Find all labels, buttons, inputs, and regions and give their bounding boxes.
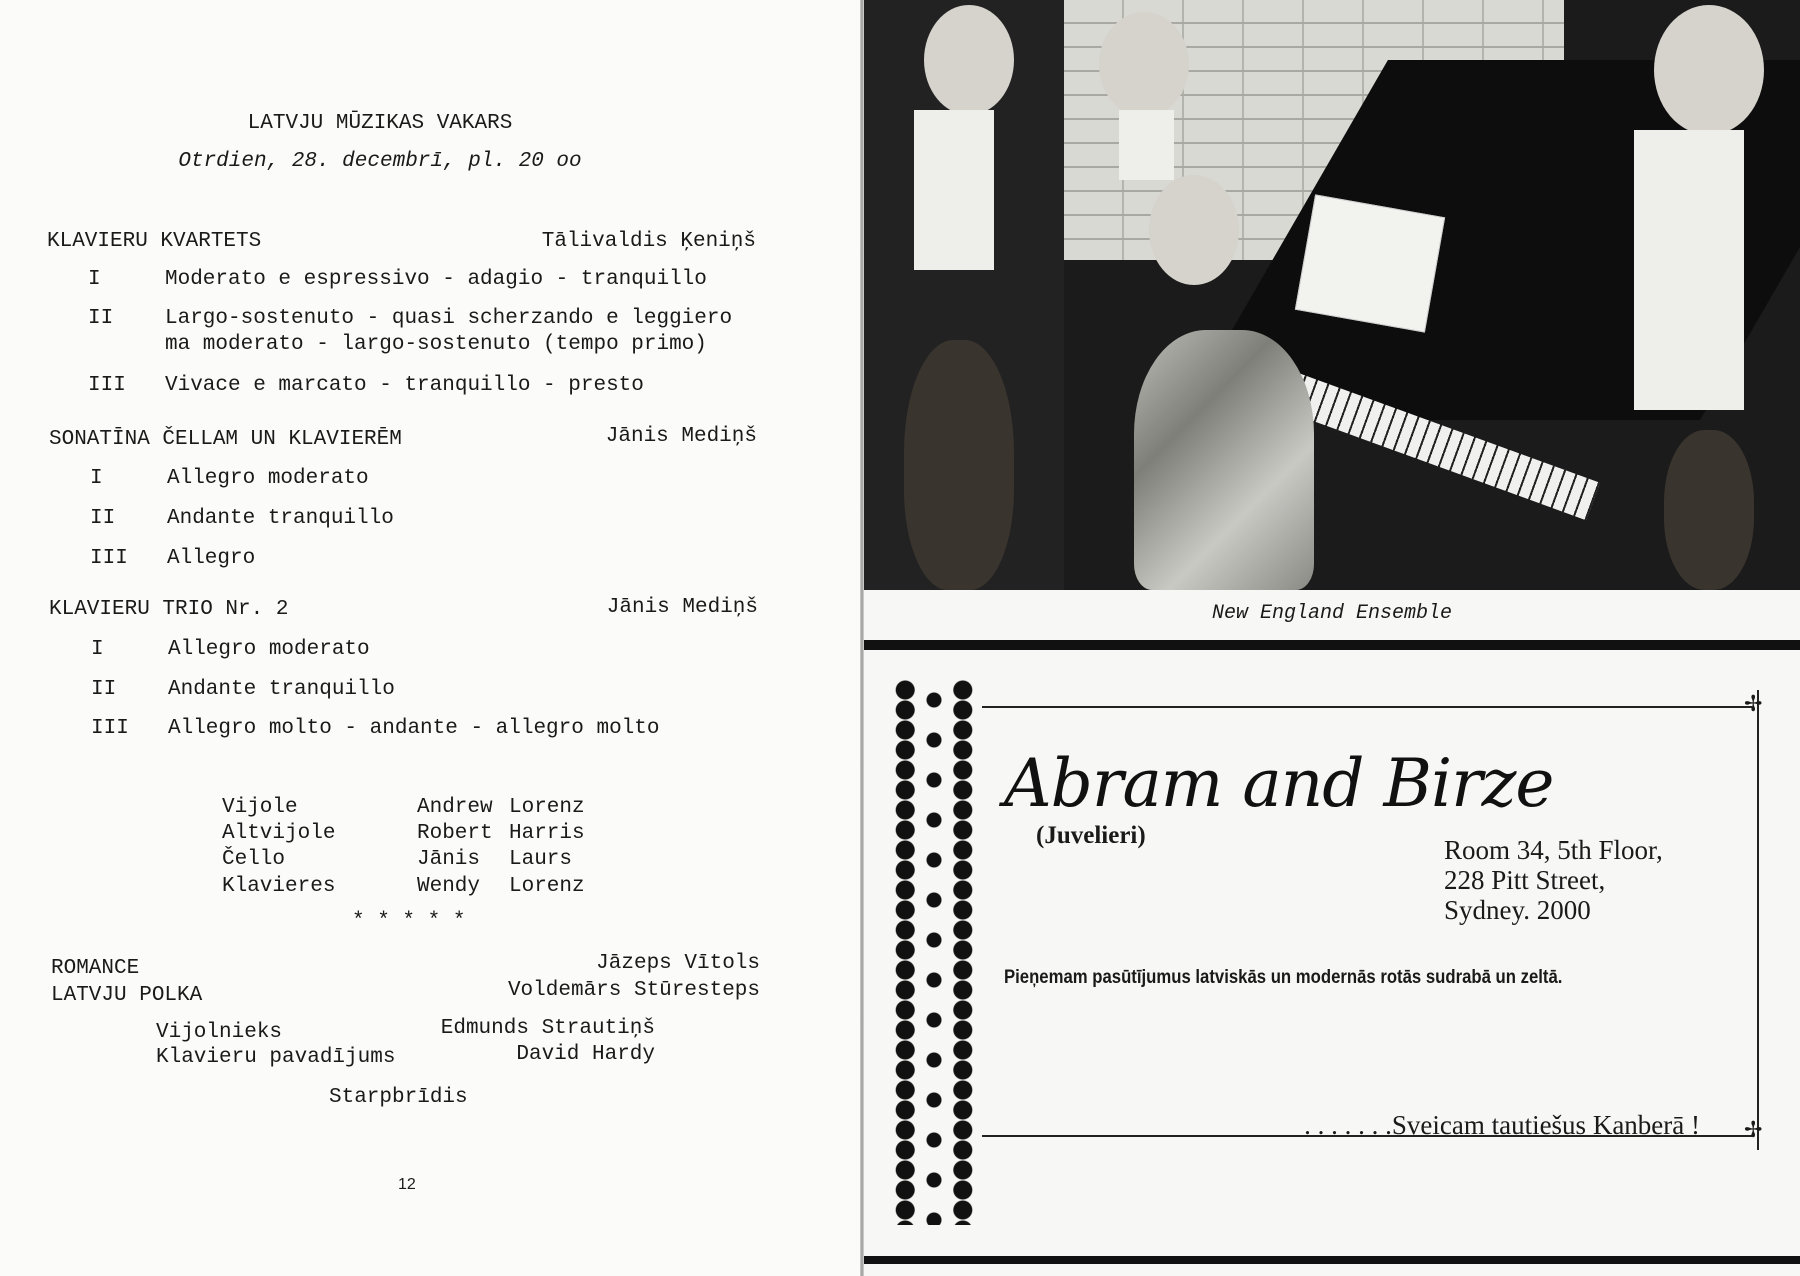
work-composer: Tālivaldis Ķeniņš	[541, 230, 756, 253]
program-page	[0, 0, 860, 1276]
movement-text: Allegro moderato	[168, 638, 370, 661]
advert-greeting: . . . . . . .Sveicam tautiešus Kanberā !	[1304, 1110, 1700, 1140]
performer-instrument: Vijole	[222, 796, 298, 819]
photo-violinist-head	[1654, 5, 1764, 135]
address-line: Room 34, 5th Floor,	[1444, 835, 1663, 865]
work-composer: Jānis Mediņš	[606, 596, 758, 619]
performer-first-name: Andrew	[417, 796, 493, 819]
movement-number: III	[91, 717, 129, 740]
performer-role: Vijolnieks	[156, 1021, 283, 1044]
frame-line-right	[1757, 690, 1759, 1150]
movement-text-continued: ma moderato - largo-sostenuto (tempo primo)	[165, 333, 707, 356]
frame-line-top	[982, 706, 1752, 708]
movement-text: Largo-sostenuto - quasi scherzando e leggiero	[165, 307, 733, 330]
page-number: 12	[398, 1176, 416, 1193]
rule-top	[864, 640, 1800, 650]
movement-text: Moderato e espressivo - adagio - tranquillo	[165, 268, 707, 291]
address-line: Sydney. 2000	[1444, 895, 1591, 925]
fleuron-icon: ✢	[1744, 1118, 1763, 1143]
performer-instrument: Altvijole	[222, 822, 336, 845]
work-composer: Voldemārs Stūresteps	[507, 979, 760, 1002]
address-line: 228 Pitt Street,	[1444, 865, 1606, 895]
shop-address	[1444, 835, 1663, 925]
ornamental-border-icon	[886, 680, 982, 1225]
performer-role: Klavieru pavadījums	[156, 1046, 396, 1069]
jeweller-advert	[864, 650, 1800, 1250]
photo-violin	[1664, 430, 1754, 590]
performer-first-name: Robert	[417, 822, 493, 845]
ensemble-photo	[864, 0, 1800, 590]
movement-text: Allegro molto - andante - allegro molto	[168, 717, 660, 740]
movement-number: II	[88, 307, 114, 330]
performer-name: Edmunds Strautiņš	[440, 1017, 655, 1040]
movement-number: III	[88, 374, 126, 397]
performer-last-name: Lorenz	[509, 796, 585, 819]
performer-last-name: Laurs	[509, 848, 573, 871]
advert-body-text: Pieņemam pasūtījumus latviskās un modernās rotās sudrabā un zeltā.	[1004, 967, 1563, 988]
program-date: Otrdien, 28. decembrī, pl. 20 oo	[178, 150, 582, 173]
work-composer: Jāzeps Vītols	[596, 952, 760, 975]
photo-violinist-shirt	[1634, 130, 1744, 410]
work-title: ROMANCE	[51, 957, 140, 980]
photo-caption: New England Ensemble	[1211, 602, 1453, 625]
photo-cellist-shirt	[914, 110, 994, 270]
performer-instrument: Čello	[222, 848, 286, 871]
photo-sheet-music	[1295, 194, 1445, 332]
movement-number: II	[90, 507, 116, 530]
photo-pianist-dress	[1134, 330, 1314, 590]
work-title: LATVJU POLKA	[51, 984, 203, 1007]
brand-name: Abram and Birze	[1004, 745, 1554, 822]
photo-cello	[904, 340, 1014, 590]
photo-violist-head	[1099, 12, 1189, 117]
movement-number: I	[90, 467, 103, 490]
movement-text: Andante tranquillo	[167, 507, 394, 530]
photo-violist-shirt	[1119, 110, 1174, 180]
performer-name: David Hardy	[516, 1043, 655, 1066]
brand-subtitle: (Juvelieri)	[1036, 822, 1146, 849]
interval-label: Starpbrīdis	[329, 1086, 468, 1109]
movement-text: Allegro	[167, 547, 256, 570]
performer-instrument: Klavieres	[222, 875, 336, 898]
movement-number: I	[88, 268, 101, 291]
separator-stars: * * * * *	[352, 910, 466, 933]
fleuron-icon: ✢	[1744, 692, 1763, 717]
rule-bottom	[864, 1256, 1800, 1264]
movement-number: III	[90, 547, 128, 570]
work-title: KLAVIERU TRIO Nr. 2	[49, 598, 289, 621]
work-title: KLAVIERU KVARTETS	[47, 230, 262, 253]
performer-first-name: Wendy	[417, 875, 481, 898]
movement-text: Andante tranquillo	[168, 678, 395, 701]
performer-first-name: Jānis	[417, 848, 481, 871]
work-composer: Jānis Mediņš	[605, 425, 757, 448]
performer-last-name: Harris	[509, 822, 585, 845]
advert-page	[864, 0, 1800, 1276]
performer-last-name: Lorenz	[509, 875, 585, 898]
work-title: SONATĪNA ČELLAM UN KLAVIERĒM	[49, 428, 402, 451]
photo-pianist-head	[1149, 175, 1239, 285]
movement-text: Allegro moderato	[167, 467, 369, 490]
movement-text: Vivace e marcato - tranquillo - presto	[165, 374, 644, 397]
movement-number: I	[91, 638, 104, 661]
program-title: LATVJU MŪZIKAS VAKARS	[247, 112, 513, 135]
movement-number: II	[91, 678, 117, 701]
photo-cellist-head	[924, 5, 1014, 115]
